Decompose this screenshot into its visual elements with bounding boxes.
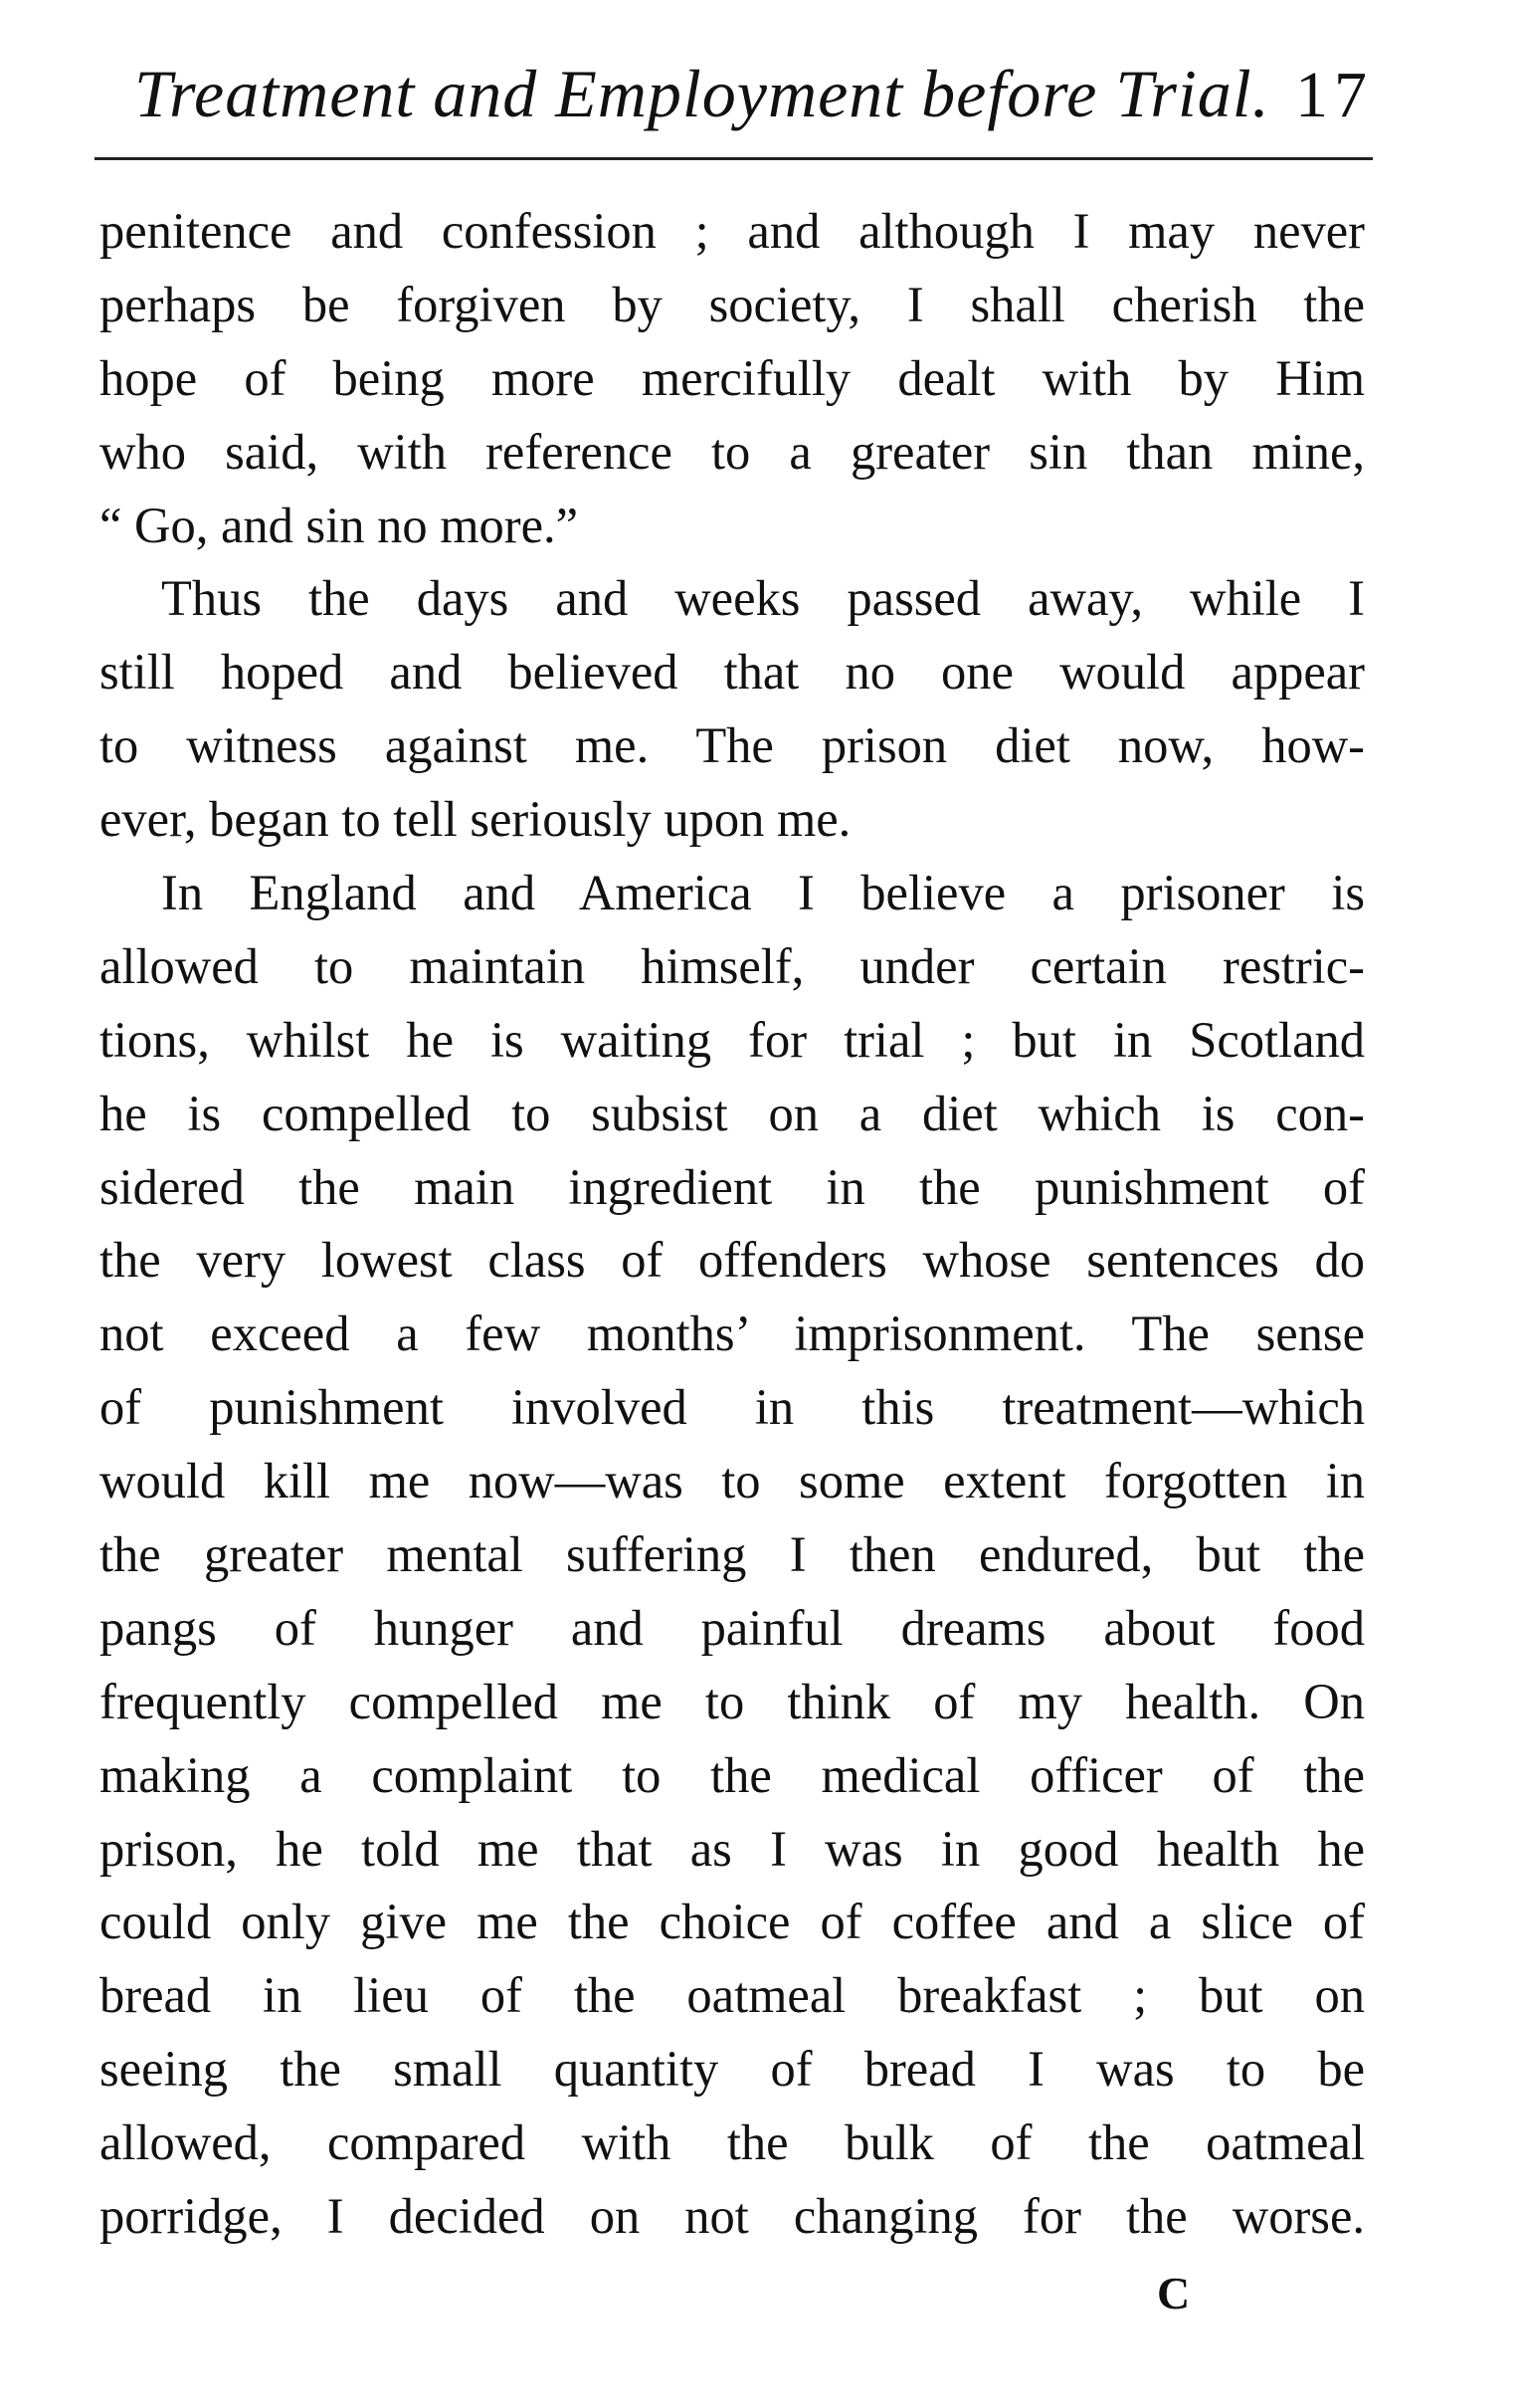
running-title: Treatment and Employment before Trial.	[134, 56, 1270, 131]
text-line: sidered the main ingredient in the punishment of	[99, 1158, 1365, 1215]
text-line: tions, whilst he is waiting for trial ; but in Scotland	[99, 1011, 1365, 1068]
text-line: allowed, compared with the bulk of the oatmeal	[99, 2114, 1365, 2171]
text-line: to witness against me. The prison diet now, how-	[99, 717, 1365, 774]
text-line: still hoped and believed that no one would appear	[99, 644, 1365, 701]
text-line: In England and America I believe a prisoner is	[161, 865, 1365, 921]
signature-mark: C	[1157, 2268, 1191, 2318]
text-line: could only give me the choice of coffee and a slice of	[99, 1894, 1365, 1950]
text-line: of punishment involved in this treatment—which	[99, 1379, 1365, 1436]
text-line: frequently compelled me to think of my health. On	[99, 1673, 1365, 1729]
header-rule	[95, 157, 1373, 160]
text-line: pangs of hunger and painful dreams about food	[99, 1599, 1365, 1656]
text-line: penitence and confession ; and although I may never	[99, 203, 1365, 259]
running-head	[95, 55, 1373, 154]
text-line: who said, with reference to a greater sin than mine,	[99, 423, 1365, 480]
text-line: bread in lieu of the oatmeal breakfast ; but on	[99, 1967, 1365, 2024]
text-line: not exceed a few months’ imprisonment. The sense	[99, 1305, 1365, 1362]
text-line: making a complaint to the medical officer of the	[99, 1746, 1365, 1803]
text-line: perhaps be forgiven by society, I shall cherish the	[99, 276, 1365, 332]
text-line: “ Go, and sin no more.”	[99, 497, 579, 553]
text-line: the very lowest class of offenders whose sentences do	[99, 1232, 1365, 1289]
text-line: would kill me now—was to some extent forgotten in	[99, 1453, 1365, 1509]
text-line: prison, he told me that as I was in good health he	[99, 1820, 1365, 1877]
text-line: Thus the days and weeks passed away, while I	[161, 570, 1365, 627]
text-line: hope of being more mercifully dealt with by Him	[99, 349, 1365, 406]
page-number: 17	[1295, 59, 1373, 131]
text-line: seeing the small quantity of bread I was to be	[99, 2041, 1365, 2098]
text-line: ever, began to tell seriously upon me.	[99, 791, 852, 848]
text-line: the greater mental suffering I then endured, but the	[99, 1526, 1365, 1583]
text-line: he is compelled to subsist on a diet which is con-	[99, 1085, 1365, 1141]
text-line: allowed to maintain himself, under certain restric-	[99, 937, 1365, 994]
body-text	[99, 195, 1365, 2254]
text-line: porridge, I decided on not changing for the worse.	[99, 2188, 1365, 2245]
